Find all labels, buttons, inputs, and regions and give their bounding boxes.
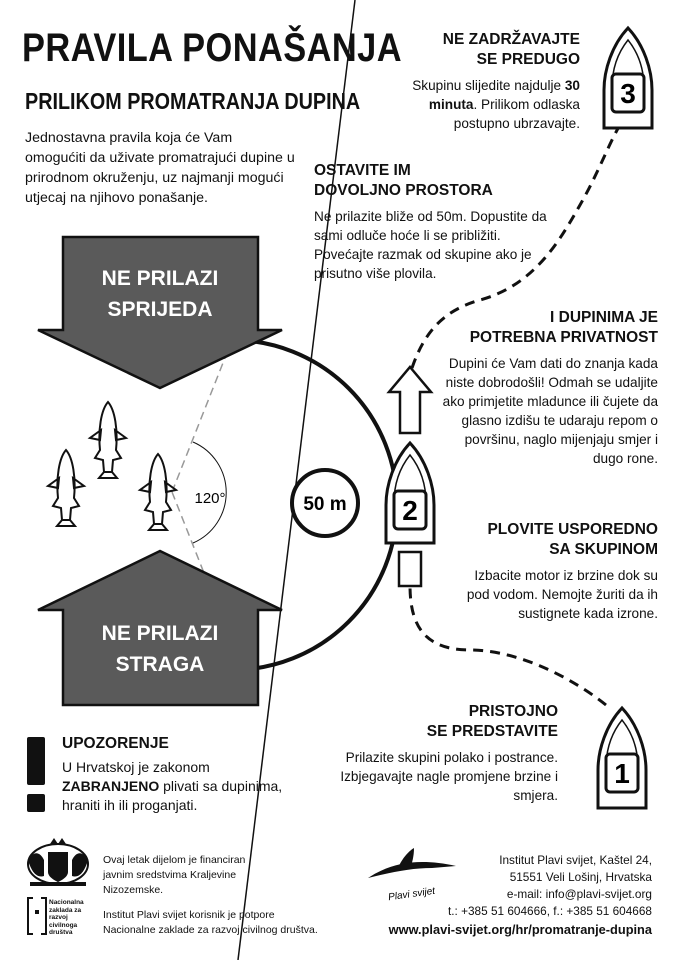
dolphin-icon [140,454,176,530]
logo-text: Plavi svijet [387,885,436,904]
rule-privacy-heading-1: I DUPINIMA JE [550,309,658,326]
rule-parallel-text: Izbacite motor iz brzine dok su pod vodom. Nemojte žuriti da ih sustignete kada izrone. [466,568,658,621]
rule-privacy-text: Dupini će Vam dati do znanja kada niste dobrodošli! Odmah se udaljite ako primjetite mladunce ili čujete da glasno izdišu te udaraju repom o površinu, naglo mijenjaju smjer i dugo rone. [442,356,658,466]
rule-space-heading-1: OSTAVITE IM [314,162,411,179]
warning-box [62,734,292,815]
warning-text-2: plivati sa dupinima, hraniti ih ili proganjati. [62,778,283,813]
back-arrow-label-1: NE PRILAZI [101,622,219,645]
angle-label: 120° [194,490,226,507]
foundation-text: Institut Plavi svijet korisnik je potpore Nacionalne zaklade za razvoj civilnog društva. [103,909,318,936]
rule-stay-text-1: Skupinu slijedite najdulje [412,78,562,93]
institute-line-2: 51551 Veli Lošinj, Hrvatska [509,870,652,884]
distance-label: 50 m [303,494,347,515]
boat-2-icon [386,367,434,586]
intro-text: Jednostavna pravila koja će Vam omogućiti da uživate promatrajući dupine u prirodnom okruženju, uz najmanji mogući utjecaj na njihovo ponašanje. [25,130,295,206]
rule-stay-text-bold: 30 minuta [428,78,580,112]
warning-heading: UPOZORENJE [62,735,169,752]
rule-parallel-heading-2: SA SKUPINOM [549,541,658,558]
warning-text-bold: ZABRANJENO [62,778,160,794]
foundation-logo-line-2: zaklada za [49,906,82,914]
front-arrow-label-1: NE PRILAZI [101,267,219,290]
boat-2-number: 2 [402,495,418,526]
rule-stay-text [370,76,580,133]
dolphin-icon [48,450,84,526]
exclamation-icon [27,737,45,812]
rule-space [314,161,559,283]
rule-stay [370,30,580,133]
rule-introduce [310,702,558,805]
angle-arc [193,442,226,543]
institute-address [440,852,652,920]
page-title: PRAVILA PONAŠANJA [22,26,403,70]
rule-parallel [448,520,658,623]
rule-privacy-heading-2: POTREBNA PRIVATNOST [469,329,658,346]
institute-email: e-mail: info@plavi-svijet.org [506,887,652,901]
distance-badge [292,470,358,536]
rule-stay-text-2: . Prilikom odlaska postupno ubrzavajte. [453,97,580,131]
institute-phone: t.: +385 51 604666, f.: +385 51 604668 [447,904,652,918]
warning-text [62,758,292,815]
coat-of-arms-icon [28,838,88,886]
boat-3-icon [604,28,652,128]
foundation-logo-line-5: društva [49,929,73,936]
front-arrow [38,237,282,388]
rule-parallel-heading-1: PLOVITE USPOREDNO [487,521,658,538]
warning-text-1: U Hrvatskoj je zakonom [62,759,210,775]
rule-stay-heading-1: NE ZADRŽAVAJTE [442,31,580,48]
rule-introduce-text: Prilazite skupini polako i postrance. Izbjegavajte nagle promjene brzine i smjera. [340,750,558,803]
back-arrow [38,551,282,705]
funding-text: Ovaj letak dijelom je financiran javnim sredstvima Kraljevine Nizozemske. [103,854,246,896]
rule-introduce-heading-2: SE PREDSTAVITE [426,723,558,740]
back-arrow-label-2: STRAGA [115,653,205,676]
page-subtitle: PRILIKOM PROMATRANJA DUPINA [25,88,361,114]
institute-line-1: Institut Plavi svijet, Kaštel 24, [499,853,652,867]
dolphin-icon [90,402,126,478]
foundation-logo-line-3: razvoj [49,914,68,921]
boat-1-number: 1 [614,758,630,789]
foundation-logo-line-4: civilnoga [49,921,78,929]
foundation-logo-text [49,899,84,937]
rule-privacy [440,308,658,468]
rule-space-text: Ne prilazite bliže od 50m. Dopustite da sami odluče hoće li se približiti. Povećajte razmak od skupine ako je prisutno više plovila. [314,209,547,281]
rule-space-heading-2: DOVOLJNO PROSTORA [314,182,493,199]
rule-stay-heading-2: SE PREDUGO [476,51,580,68]
boat-3-number: 3 [620,78,636,109]
front-arrow-label-2: SPRIJEDA [107,298,213,321]
foundation-logo-line-1: Nacionalna [49,899,84,906]
boat-1-icon [598,708,646,808]
website-link[interactable]: www.plavi-svijet.org/hr/promatranje-dupina [388,922,652,937]
foundation-logo-icon [28,898,46,934]
rule-introduce-heading-1: PRISTOJNO [468,703,558,720]
